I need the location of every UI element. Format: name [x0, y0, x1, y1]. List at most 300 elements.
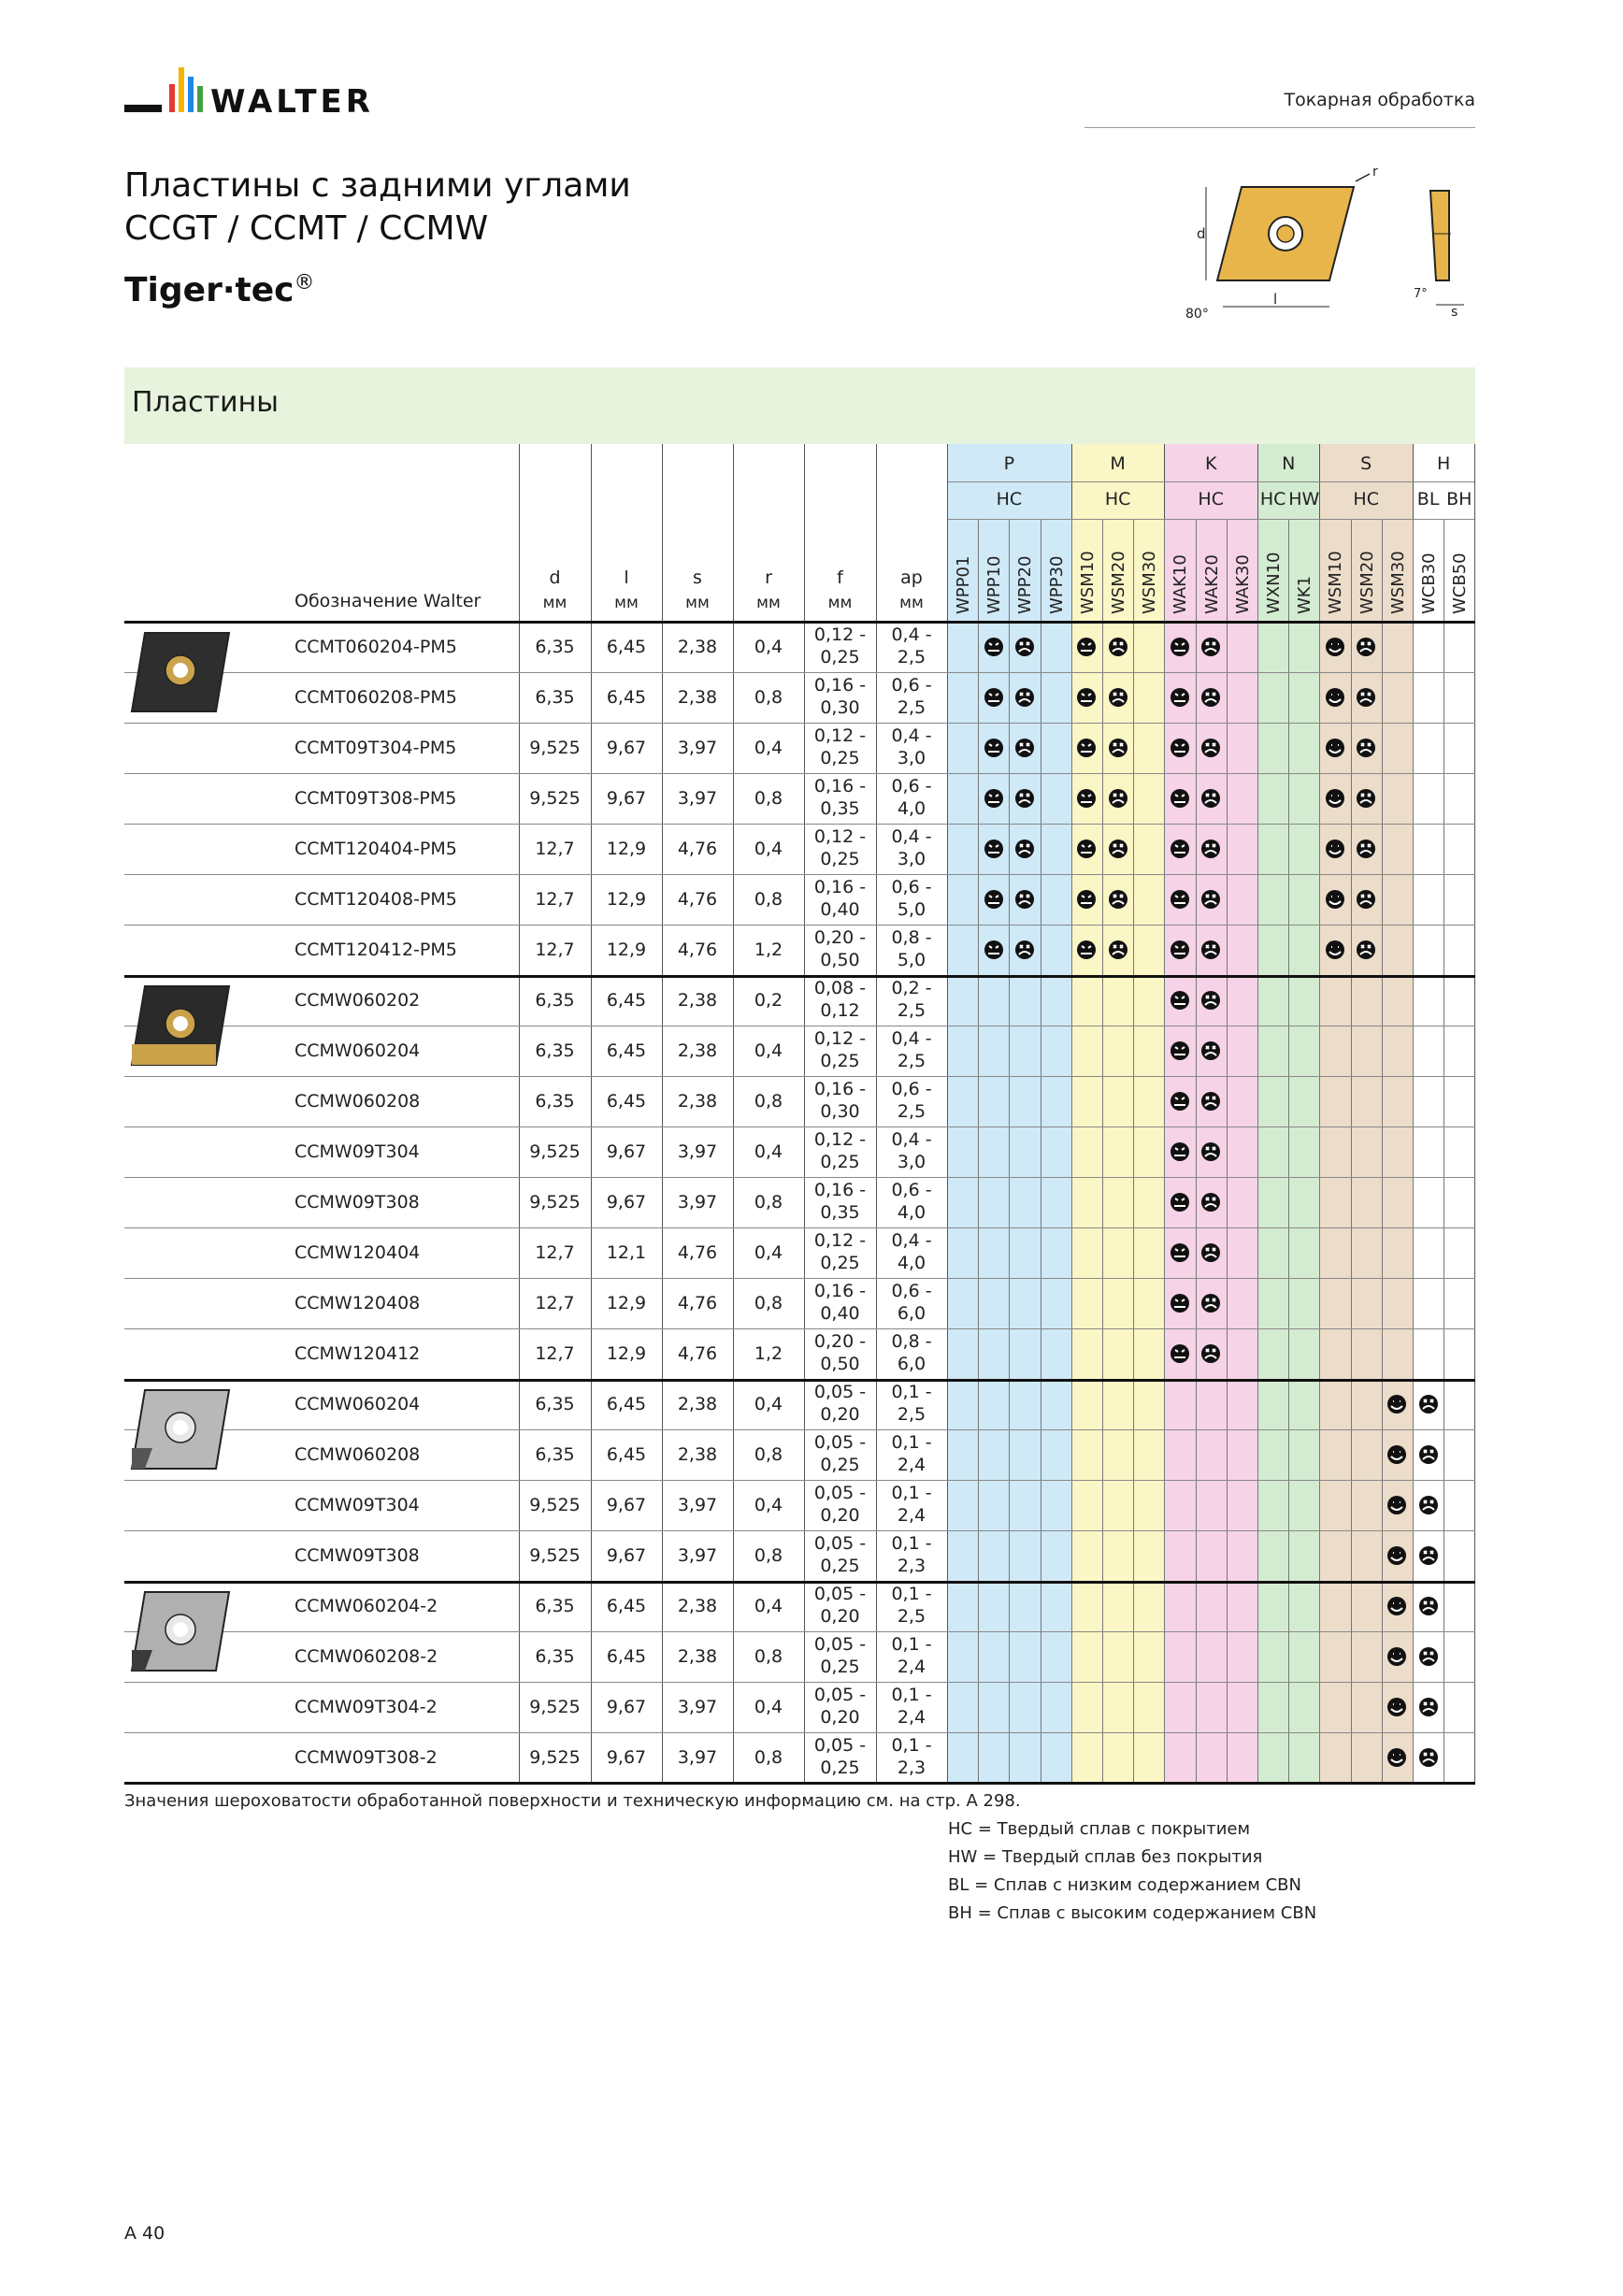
footnote: Значения шероховатости обработанной поверхности и техническую информацию см. на стр. A 298. — [124, 1791, 1021, 1811]
row-ap-from: 0,8 - — [891, 927, 932, 948]
radius-label: r — [1372, 168, 1378, 179]
column-header-r: r — [765, 567, 772, 588]
grade-label-wsm20: WSM20 — [1109, 551, 1128, 614]
row-r: 0,4 — [754, 1596, 783, 1616]
group-h-sub1: BL — [1416, 489, 1440, 509]
row-designation: CCMW060202 — [294, 990, 421, 1011]
row-r: 0,8 — [754, 1747, 783, 1768]
row-ap-to: 2,5 — [897, 697, 926, 718]
row-d: 12,7 — [535, 839, 575, 859]
grade-suitability-icon — [1108, 839, 1128, 859]
row-f-from: 0,08 - — [813, 978, 867, 998]
row-designation: CCMT060208-PM5 — [294, 687, 457, 708]
table-bottom-rule — [124, 1782, 1475, 1785]
row-f-from: 0,05 - — [813, 1382, 867, 1402]
grade-suitability-icon — [1076, 738, 1097, 758]
group-h-code: H — [1437, 453, 1451, 474]
row-s: 3,97 — [677, 1747, 718, 1768]
row-f-to: 0,25 — [820, 748, 860, 768]
row-d: 6,35 — [535, 637, 575, 657]
group-n-sub1: HC — [1259, 489, 1286, 509]
row-ap-from: 0,1 - — [891, 1584, 932, 1604]
grade-suitability-icon — [1200, 889, 1221, 910]
row-f-to: 0,20 — [820, 1505, 860, 1526]
grade-suitability-icon — [1356, 889, 1376, 910]
row-designation: CCMW060204 — [294, 1394, 421, 1414]
grade-suitability-icon — [1356, 788, 1376, 809]
row-l: 6,45 — [606, 990, 647, 1011]
grade-suitability-icon — [1170, 940, 1190, 960]
grade-suitability-icon — [1076, 889, 1097, 910]
row-d: 12,7 — [535, 1343, 575, 1364]
page-title-line2: CCGT / CCMT / CCMW — [124, 209, 489, 248]
row-l: 9,67 — [606, 1545, 647, 1566]
grade-label-wpp20: WPP20 — [1015, 555, 1036, 614]
grade-suitability-icon — [1170, 738, 1190, 758]
row-f-from: 0,12 - — [813, 1129, 867, 1150]
grade-suitability-icon — [1108, 940, 1128, 960]
row-d: 6,35 — [535, 1596, 575, 1616]
column-unit-f: мм — [827, 594, 853, 612]
row-s: 4,76 — [677, 940, 718, 960]
group-sub-divider — [947, 519, 1474, 520]
row-designation: CCMW060204-2 — [294, 1596, 438, 1616]
row-s: 3,97 — [677, 1141, 718, 1162]
column-header-s: s — [693, 567, 702, 588]
grade-suitability-icon — [1200, 788, 1221, 809]
row-ap-to: 2,3 — [897, 1556, 926, 1576]
row-f-from: 0,16 - — [813, 1281, 867, 1301]
row-s: 2,38 — [677, 687, 718, 708]
row-s: 2,38 — [677, 1596, 718, 1616]
grade-suitability-icon — [1356, 738, 1376, 758]
row-f-from: 0,12 - — [813, 1028, 867, 1049]
ccmt-pm5-coated-insert-icon — [124, 625, 237, 719]
row-ap-from: 0,1 - — [891, 1483, 932, 1503]
row-r: 0,4 — [754, 1040, 783, 1061]
row-f-to: 0,20 — [820, 1606, 860, 1627]
row-s: 3,97 — [677, 788, 718, 809]
grade-suitability-icon — [1108, 889, 1128, 910]
grade-suitability-icon — [1325, 940, 1345, 960]
grade-suitability-icon — [1014, 687, 1035, 708]
grade-suitability-icon — [1076, 637, 1097, 657]
grade-suitability-icon — [1418, 1747, 1439, 1768]
row-d: 6,35 — [535, 1646, 575, 1667]
row-designation: CCMW09T308 — [294, 1192, 420, 1213]
row-f-from: 0,12 - — [813, 826, 867, 847]
grade-suitability-icon — [1200, 1242, 1221, 1263]
grade-label-wsm20: WSM20 — [1357, 551, 1377, 614]
row-designation: CCMT060204-PM5 — [294, 637, 457, 657]
row-s: 2,38 — [677, 990, 718, 1011]
row-f-from: 0,05 - — [813, 1483, 867, 1503]
group-s-sub: HC — [1353, 489, 1379, 509]
grade-suitability-icon — [984, 839, 1004, 859]
row-r: 0,4 — [754, 1495, 783, 1515]
grade-suitability-icon — [1200, 1343, 1221, 1364]
grade-suitability-icon — [1014, 839, 1035, 859]
group-n-code: N — [1282, 453, 1296, 474]
row-ap-from: 0,1 - — [891, 1432, 932, 1453]
section-title: Пластины — [132, 386, 279, 419]
row-ap-from: 0,1 - — [891, 1533, 932, 1554]
row-d: 9,525 — [529, 1545, 581, 1566]
row-d: 6,35 — [535, 1394, 575, 1414]
grade-suitability-icon — [984, 889, 1004, 910]
row-ap-to: 2,5 — [897, 1000, 926, 1021]
row-f-from: 0,05 - — [813, 1685, 867, 1705]
group-k-code: K — [1204, 453, 1217, 474]
row-f-to: 0,50 — [820, 1354, 860, 1374]
row-f-to: 0,25 — [820, 1152, 860, 1172]
row-designation: CCMW060208-2 — [294, 1646, 438, 1667]
row-d: 12,7 — [535, 940, 575, 960]
row-s: 3,97 — [677, 1697, 718, 1717]
row-f-from: 0,05 - — [813, 1533, 867, 1554]
row-r: 0,8 — [754, 687, 783, 708]
column-header-designation: Обозначение Walter — [294, 591, 481, 611]
row-f-from: 0,12 - — [813, 624, 867, 645]
row-l: 6,45 — [606, 1444, 647, 1465]
row-d: 12,7 — [535, 1242, 575, 1263]
row-r: 0,4 — [754, 637, 783, 657]
grade-suitability-icon — [1200, 839, 1221, 859]
grade-suitability-icon — [1386, 1697, 1407, 1717]
row-ap-from: 0,1 - — [891, 1735, 932, 1756]
row-ap-from: 0,1 - — [891, 1382, 932, 1402]
row-d: 6,35 — [535, 1040, 575, 1061]
grade-suitability-icon — [984, 940, 1004, 960]
row-f-to: 0,25 — [820, 1657, 860, 1677]
grade-suitability-icon — [1200, 637, 1221, 657]
column-unit-ap: мм — [899, 594, 924, 612]
row-r: 0,8 — [754, 1293, 783, 1313]
row-ap-from: 0,4 - — [891, 1129, 932, 1150]
row-f-from: 0,20 - — [813, 927, 867, 948]
row-f-from: 0,12 - — [813, 1230, 867, 1251]
grade-suitability-icon — [1325, 839, 1345, 859]
grade-suitability-icon — [1386, 1747, 1407, 1768]
row-f-to: 0,25 — [820, 849, 860, 869]
grade-suitability-icon — [1170, 1192, 1190, 1213]
grade-suitability-icon — [1170, 990, 1190, 1011]
row-r: 0,8 — [754, 1192, 783, 1213]
grade-suitability-icon — [1325, 889, 1345, 910]
grade-label-wk1: WK1 — [1295, 575, 1315, 614]
row-d: 12,7 — [535, 889, 575, 910]
row-s: 2,38 — [677, 1646, 718, 1667]
row-l: 6,45 — [606, 637, 647, 657]
grade-label-wpp01: WPP01 — [954, 555, 973, 614]
row-d: 6,35 — [535, 1444, 575, 1465]
row-l: 9,67 — [606, 1697, 647, 1717]
svg-text:WALTER: WALTER — [210, 83, 374, 121]
row-ap-to: 2,3 — [897, 1758, 926, 1778]
grade-label-wcb50: WCB50 — [1450, 552, 1471, 614]
row-ap-to: 2,5 — [897, 1051, 926, 1071]
grade-suitability-icon — [1386, 1495, 1407, 1515]
product-line-name: Tiger·tec — [124, 271, 294, 309]
grade-suitability-icon — [1170, 839, 1190, 859]
grade-suitability-icon — [1170, 1040, 1190, 1061]
row-f-from: 0,12 - — [813, 725, 867, 746]
row-ap-from: 0,6 - — [891, 776, 932, 796]
row-designation: CCMT120408-PM5 — [294, 889, 457, 910]
grade-suitability-icon — [1325, 687, 1345, 708]
row-s: 4,76 — [677, 839, 718, 859]
group-m-sub: HC — [1104, 489, 1131, 509]
grade-suitability-icon — [1108, 788, 1128, 809]
page-number: A 40 — [124, 2223, 165, 2244]
grade-label-wsm30: WSM30 — [1140, 551, 1160, 614]
grade-suitability-icon — [1170, 1091, 1190, 1112]
row-f-to: 0,25 — [820, 1253, 860, 1273]
grade-suitability-icon — [984, 637, 1004, 657]
row-ap-from: 0,8 - — [891, 1331, 932, 1352]
group-m-code: M — [1110, 453, 1126, 474]
row-ap-from: 0,1 - — [891, 1685, 932, 1705]
row-ap-to: 2,4 — [897, 1707, 926, 1728]
row-l: 9,67 — [606, 1747, 647, 1768]
grade-suitability-icon — [1076, 788, 1097, 809]
row-r: 0,8 — [754, 1646, 783, 1667]
grade-suitability-icon — [984, 738, 1004, 758]
column-unit-d: мм — [542, 594, 567, 612]
row-ap-from: 0,6 - — [891, 877, 932, 897]
row-f-to: 0,25 — [820, 1455, 860, 1475]
row-ap-from: 0,6 - — [891, 1180, 932, 1200]
clearance-angle-label: 7° — [1414, 287, 1428, 301]
row-ap-to: 6,0 — [897, 1303, 926, 1324]
row-s: 2,38 — [677, 1444, 718, 1465]
row-d: 6,35 — [535, 990, 575, 1011]
row-ap-from: 0,6 - — [891, 1281, 932, 1301]
grade-suitability-icon — [1418, 1646, 1439, 1667]
row-ap-from: 0,2 - — [891, 978, 932, 998]
grade-label-wpp10: WPP10 — [984, 555, 1005, 614]
row-f-from: 0,16 - — [813, 776, 867, 796]
row-l: 9,67 — [606, 738, 647, 758]
grade-label-wak30: WAK30 — [1232, 554, 1253, 614]
row-designation: CCMW120408 — [294, 1293, 421, 1313]
row-f-from: 0,05 - — [813, 1432, 867, 1453]
row-ap-from: 0,4 - — [891, 624, 932, 645]
grade-suitability-icon — [1170, 637, 1190, 657]
row-s: 3,97 — [677, 1192, 718, 1213]
grade-suitability-icon — [1418, 1444, 1439, 1465]
row-f-to: 0,35 — [820, 1202, 860, 1223]
row-designation: CCMT09T304-PM5 — [294, 738, 457, 758]
row-d: 6,35 — [535, 1091, 575, 1112]
grade-suitability-icon — [1418, 1596, 1439, 1616]
row-f-to: 0,20 — [820, 1707, 860, 1728]
row-ap-from: 0,1 - — [891, 1634, 932, 1655]
row-f-to: 0,25 — [820, 647, 860, 667]
row-f-to: 0,12 — [820, 1000, 860, 1021]
grade-suitability-icon — [1014, 738, 1035, 758]
group-s-code: S — [1360, 453, 1372, 474]
grade-suitability-icon — [1076, 839, 1097, 859]
row-r: 0,8 — [754, 1091, 783, 1112]
row-r: 0,4 — [754, 1242, 783, 1263]
group-h-sub2: BH — [1446, 489, 1472, 509]
page-title-line1: Пластины с задними углами — [124, 166, 631, 205]
row-l: 12,9 — [606, 839, 647, 859]
row-r: 0,4 — [754, 738, 783, 758]
grade-suitability-icon — [1200, 687, 1221, 708]
grade-suitability-icon — [1356, 940, 1376, 960]
row-f-from: 0,20 - — [813, 1331, 867, 1352]
row-f-to: 0,30 — [820, 1101, 860, 1122]
section-label: Токарная обработка — [1284, 90, 1475, 110]
grade-suitability-icon — [1200, 738, 1221, 758]
row-l: 6,45 — [606, 687, 647, 708]
grade-suitability-icon — [1200, 1040, 1221, 1061]
row-d: 6,35 — [535, 687, 575, 708]
grade-suitability-icon — [1014, 637, 1035, 657]
row-r: 0,8 — [754, 889, 783, 910]
row-designation: CCMW09T304-2 — [294, 1697, 438, 1717]
grade-suitability-icon — [1386, 1596, 1407, 1616]
row-ap-from: 0,4 - — [891, 1028, 932, 1049]
row-designation: CCMW120404 — [294, 1242, 421, 1263]
grade-suitability-icon — [1170, 788, 1190, 809]
row-l: 12,9 — [606, 940, 647, 960]
grade-suitability-icon — [1356, 687, 1376, 708]
row-s: 3,97 — [677, 1495, 718, 1515]
legend-hc: HC = Твердый сплав с покрытием — [948, 1819, 1251, 1839]
grade-suitability-icon — [1108, 687, 1128, 708]
row-f-from: 0,16 - — [813, 1180, 867, 1200]
row-l: 12,9 — [606, 889, 647, 910]
row-designation: CCMW120412 — [294, 1343, 421, 1364]
grade-suitability-icon — [1386, 1394, 1407, 1414]
grade-suitability-icon — [1356, 637, 1376, 657]
grade-suitability-icon — [1108, 637, 1128, 657]
row-d: 9,525 — [529, 1697, 581, 1717]
row-ap-to: 3,0 — [897, 1152, 926, 1172]
row-f-to: 0,25 — [820, 1556, 860, 1576]
column-unit-l: мм — [614, 594, 639, 612]
row-l: 6,45 — [606, 1091, 647, 1112]
row-ap-to: 3,0 — [897, 849, 926, 869]
row-f-from: 0,16 - — [813, 675, 867, 696]
grade-label-wsm10: WSM10 — [1326, 551, 1346, 614]
grade-suitability-icon — [1200, 1192, 1221, 1213]
grade-suitability-icon — [1356, 839, 1376, 859]
row-d: 12,7 — [535, 1293, 575, 1313]
row-s: 4,76 — [677, 889, 718, 910]
row-r: 0,8 — [754, 1444, 783, 1465]
row-ap-from: 0,4 - — [891, 826, 932, 847]
row-designation: CCMW060208 — [294, 1091, 421, 1112]
row-r: 0,8 — [754, 1545, 783, 1566]
grade-suitability-icon — [1170, 1343, 1190, 1364]
row-designation: CCMW09T304 — [294, 1495, 420, 1515]
row-l: 9,67 — [606, 1192, 647, 1213]
row-ap-to: 3,0 — [897, 748, 926, 768]
row-s: 2,38 — [677, 1091, 718, 1112]
row-s: 2,38 — [677, 1040, 718, 1061]
row-r: 0,4 — [754, 1697, 783, 1717]
row-s: 3,97 — [677, 738, 718, 758]
column-unit-r: мм — [756, 594, 781, 612]
group-p-sub: HC — [996, 489, 1023, 509]
row-s: 4,76 — [677, 1242, 718, 1263]
column-header-ap: ap — [900, 567, 923, 588]
row-ap-from: 0,4 - — [891, 725, 932, 746]
row-designation: CCMW060208 — [294, 1444, 421, 1465]
row-ap-to: 2,4 — [897, 1505, 926, 1526]
d-label: d — [1197, 225, 1206, 242]
column-unit-s: мм — [685, 594, 710, 612]
row-f-from: 0,05 - — [813, 1634, 867, 1655]
grade-label-wcb30: WCB30 — [1419, 552, 1439, 614]
row-r: 1,2 — [754, 1343, 783, 1364]
row-ap-to: 4,0 — [897, 1253, 926, 1273]
row-ap-to: 2,5 — [897, 1101, 926, 1122]
column-header-l: l — [624, 567, 629, 588]
row-designation: CCMT09T308-PM5 — [294, 788, 457, 809]
grade-suitability-icon — [1170, 1242, 1190, 1263]
row-l: 12,1 — [606, 1242, 647, 1263]
registered-mark: ® — [294, 271, 315, 294]
row-s: 3,97 — [677, 1545, 718, 1566]
grade-suitability-icon — [1418, 1545, 1439, 1566]
row-designation: CCMW09T308 — [294, 1545, 420, 1566]
row-r: 0,4 — [754, 1394, 783, 1414]
grade-suitability-icon — [1418, 1495, 1439, 1515]
grade-label-wsm10: WSM10 — [1077, 551, 1098, 614]
grade-suitability-icon — [1014, 788, 1035, 809]
grade-suitability-icon — [1014, 940, 1035, 960]
grade-suitability-icon — [1200, 990, 1221, 1011]
grade-suitability-icon — [1386, 1545, 1407, 1566]
grade-suitability-icon — [984, 788, 1004, 809]
row-ap-to: 6,0 — [897, 1354, 926, 1374]
row-ap-from: 0,4 - — [891, 1230, 932, 1251]
row-d: 9,525 — [529, 1495, 581, 1515]
row-ap-to: 2,4 — [897, 1657, 926, 1677]
row-f-to: 0,50 — [820, 950, 860, 970]
ccmw-coated-insert-icon — [124, 979, 237, 1072]
row-designation: CCMW09T308-2 — [294, 1747, 438, 1768]
row-d: 9,525 — [529, 1747, 581, 1768]
row-r: 0,4 — [754, 839, 783, 859]
group-k-sub: HC — [1198, 489, 1224, 509]
group-n-sub2: HW — [1288, 489, 1320, 509]
row-designation: CCMW060204 — [294, 1040, 421, 1061]
grade-label-wpp30: WPP30 — [1046, 555, 1067, 614]
grade-label-wsm30: WSM30 — [1387, 551, 1408, 614]
grade-label-wak10: WAK10 — [1171, 554, 1191, 614]
row-ap-to: 4,0 — [897, 1202, 926, 1223]
grade-suitability-icon — [1200, 1091, 1221, 1112]
l-label: l — [1273, 291, 1278, 308]
row-d: 9,525 — [529, 1141, 581, 1162]
row-l: 9,67 — [606, 1495, 647, 1515]
grade-label-wak20: WAK20 — [1201, 554, 1222, 614]
row-designation: CCMT120412-PM5 — [294, 940, 457, 960]
row-r: 0,4 — [754, 1141, 783, 1162]
row-d: 9,525 — [529, 1192, 581, 1213]
row-s: 2,38 — [677, 1394, 718, 1414]
row-l: 6,45 — [606, 1040, 647, 1061]
row-ap-to: 5,0 — [897, 899, 926, 920]
grade-suitability-icon — [1076, 687, 1097, 708]
grade-suitability-icon — [1418, 1394, 1439, 1414]
